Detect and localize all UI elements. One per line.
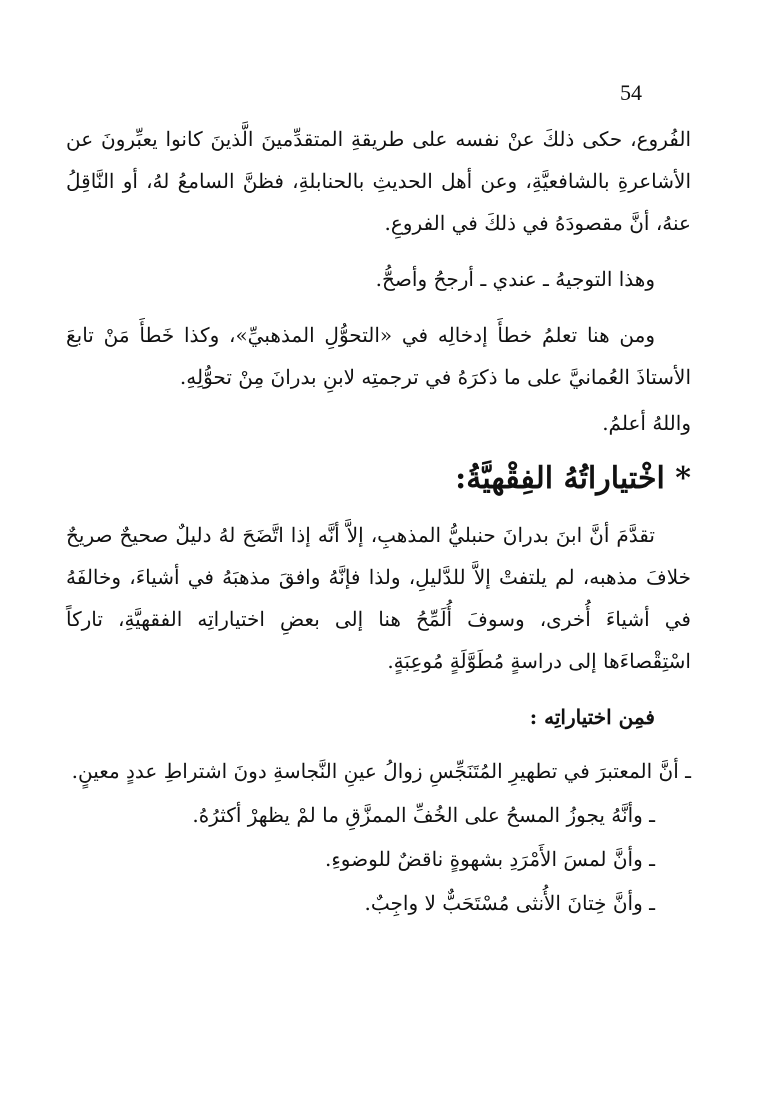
paragraph-taqaddam: تقدَّمَ أنَّ ابنَ بدرانَ حنبليُّ المذهبِ، إلاَّ أنَّه إذا اتَّضَحَ لهُ دليلٌ صحيحٌ صريحٌ خلافَ مذهبه، لم يلتفتْ إلاَّ للدَّليلِ، ولذا فإنَّهُ وافقَ مذهبَهُ في أشياءَ، وخالفَهُ في أشياءَ أُخرى، وسوفَ أُلَمِّحُ هنا إلى بعضِ اختياراتِه الفقهيَّةِ، تاركاً اسْتِقْصاءَها إلى دراسةٍ مُطَوَّلَةٍ مُوعِبَةٍ.	[66, 523, 691, 673]
paragraph-furu: الفُروع، حكى ذلكَ عنْ نفسه على طريقةِ المتقدِّمينَ الَّذينَ كانوا يعبِّرونَ عن الأشاعرةِ بالشافعيَّةِ، وعن أهل الحديثِ بالحنابلةِ، فظنَّ السامعُ لهُ، أو النَّاقِلُ عنهُ، أنَّ مقصودَهُ في ذلكَ في الفروعِ.	[66, 127, 691, 235]
page-body	[66, 118, 691, 926]
list-item-lams: ـ وأنَّ لمسَ الأَمْرَدِ بشهوةٍ ناقضٌ للوضوءِ.	[325, 847, 655, 871]
section-heading-ikhtiyarat: * اخْتياراتُهُ الفِقْهيَّةُ:	[455, 461, 691, 496]
paragraph-tawjih: وهذا التوجيهُ ـ عندي ـ أرجحُ وأصحُّ.	[375, 267, 655, 291]
subheading-min-ikhtiyaratih: فمِن اختياراتِه :	[529, 705, 655, 729]
paragraph-allahu-alam: واللهُ أعلمُ.	[602, 411, 691, 435]
list-item-tathir: ـ أنَّ المعتبرَ في تطهيرِ المُتَنَجِّسِ زوالُ عينِ النَّجاسةِ دونَ اشتراطِ عددٍ معينٍ.	[71, 759, 691, 783]
paragraph-khata: ومن هنا تعلمُ خطأَ إدخالِه في «التحوُّلِ المذهبيِّ»، وكذا خَطأَ مَنْ تابعَ الأستاذَ العُمانيَّ على ما ذكرَهُ في ترجمتِه لابنِ بدرانَ مِنْ تحوُّلِهِ.	[66, 323, 691, 389]
list-item-khitan: ـ وأنَّ خِتانَ الأُنثى مُسْتَحَبٌّ لا واجِبٌ.	[364, 891, 655, 915]
list-item-khuff: ـ وأنَّهُ يجوزُ المسحُ على الخُفِّ الممزَّقِ ما لمْ يظهرْ أكثرُهُ.	[192, 803, 655, 827]
page-number: 54	[620, 80, 642, 105]
